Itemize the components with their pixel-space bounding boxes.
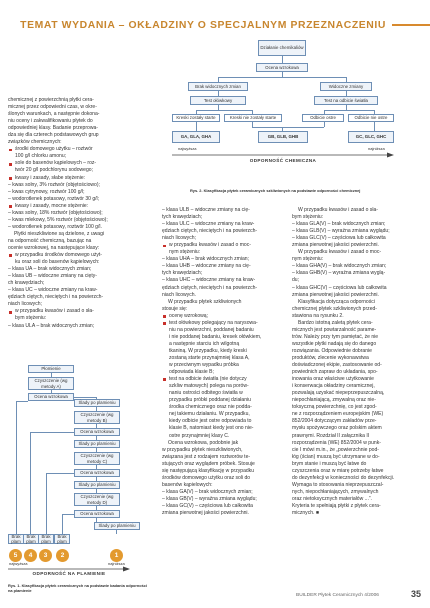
fig2-box-not-wiped: Kreski nie zostały starte <box>224 114 282 122</box>
text-line: w przypadku środków domowego użyt- <box>8 252 156 259</box>
fig2-box-top: Działanie chemikaliów <box>258 40 306 56</box>
text-line: stosuje się: <box>162 305 188 312</box>
text-line: – wodorotlenek potasowy, roztwór 100 g/l. <box>8 223 102 230</box>
text-line: doświadczonej ekipie, zastosowanie od- <box>292 362 382 369</box>
text-line: test ołówkowy polegający na narysowa- <box>162 320 282 327</box>
text-column-3 <box>292 207 418 517</box>
fig2-box-visual: Ocena wzrokowa <box>256 63 308 72</box>
text-line: – wodorotlenek potasowy, roztwór 30 g/l; <box>8 195 100 202</box>
fig2-axis-title: ODPORNOŚĆ CHEMICZNA <box>249 158 317 163</box>
text-line: do dezynfekcji w konieczności do dezynfekcji. <box>292 474 395 481</box>
fig2-box-reflect: Test na odbicie światła <box>314 96 378 105</box>
text-line: cie I mówi m.in., że „powierzchnie pod- <box>292 446 379 453</box>
text-line: inowania oraz właściwe użytkowanie <box>292 376 374 383</box>
text-line: – klasa UB – widoczne zmiany na cięty- <box>8 273 97 280</box>
text-line: – klasa ULB – widoczne zmiany na cię- <box>162 207 250 213</box>
text-line: Wymaga to stosowania nieprzepuszczal- <box>292 481 384 488</box>
fig1-no-stain-4: Brak plam <box>23 534 39 544</box>
text-line: micznych. ■ <box>292 510 319 517</box>
footer-journal: BUILDER Płytek Ceramicznych 4/2006 <box>296 593 379 598</box>
text-line: środka chemicznego oraz nie podda- <box>169 404 252 411</box>
fig1-axis-high: najniższa <box>108 561 125 566</box>
fig1-axis-title: ODPORNOŚĆ NA PLAMIENIE <box>32 571 106 576</box>
text-line: basenów kąpielowych: <box>162 481 213 488</box>
text-line: twór 20 g/l podchlorynu sodowego; <box>15 167 93 174</box>
text-line: ędziach ciętych, nieciętych i na powierzch- <box>8 294 104 301</box>
fig1-box-visual-2: Ocena wzrokowa <box>74 428 120 436</box>
text-line: – klasa GLA(V) – brak widocznych zmian; <box>292 221 386 228</box>
text-line: du; <box>292 277 300 284</box>
text-line: – klasa GHA(V) – brak widocznych zmian; <box>292 263 387 270</box>
text-line: czyszczenia oraz w miarę potrzeby łatwe <box>292 467 384 474</box>
text-line: kiedy odbicie jest ostre odpowiada to <box>169 418 252 425</box>
text-line: tych krawędziach; <box>162 214 203 221</box>
figure-stain-resistance <box>8 365 146 577</box>
text-line: micznych jest powtarzalność parame- <box>292 326 377 333</box>
text-line: nym stężeniu: <box>292 256 324 263</box>
text-line: – klasa ULC – widoczne zmiany na kraw- <box>162 221 255 228</box>
text-line: ocenie wzrokowej, na następujące klasy: <box>8 244 100 251</box>
text-line: ędziach ciętych, nieciętych i na powierzch- <box>162 228 258 235</box>
page-number: 35 <box>411 589 422 599</box>
text-line: zmiana pierwotnej jakości powierzchni. <box>292 242 379 249</box>
fig2-box-change: Widoczne zmiany <box>320 82 372 91</box>
text-line: – klasa GHC(V) – częściowa lub całkowita <box>292 284 387 291</box>
fig1-no-stain-5: Brak plam <box>8 534 24 544</box>
text-line: nym stężeniu: <box>169 249 201 256</box>
text-line: stujących oraz wyglądem próbek. Stosuje <box>162 460 255 467</box>
text-line: niu oceny i zakwalifikowaniu płytek do <box>8 118 93 125</box>
text-line: micznej przez odpowiedni czas, w okre- <box>8 104 97 111</box>
text-line: niach licowych; <box>162 235 196 242</box>
fig2-axis-low: najwyższa <box>178 146 197 151</box>
text-line: odpowiada klasie B; <box>169 369 214 376</box>
header-banner <box>0 13 430 37</box>
fig1-class-1: 1 <box>110 549 123 562</box>
text-line: ędziach ciętych, nieciętych i na powierzch- <box>162 284 258 291</box>
text-line: 100 g/l chlorku amonu; <box>15 153 67 160</box>
text-line: toksyczną powierzchnię, co jest zgod- <box>292 404 377 411</box>
text-line: się następującą klasyfikację w przypadku <box>162 467 255 474</box>
text-line: w przypadku kwasów i zasad o moc- <box>162 242 282 249</box>
text-line: łóg (ścian) muszą być utrzymane w do- <box>292 453 380 460</box>
fig1-box-stain-4: Ślady po plamieniu <box>94 522 140 530</box>
text-line: w przypadku płytek nieszkliwionych, <box>162 446 243 453</box>
text-line: – klasa GA(V) – brak widocznych zmian; <box>162 488 253 495</box>
fig1-box-visual-4: Ocena wzrokowa <box>74 510 120 518</box>
text-line: niepochłaniającą, zmywalną oraz nie- <box>292 397 376 404</box>
fig2-class-a: GA, GLA, GHA <box>172 131 220 143</box>
text-line: chemicznej z powierzchnią płytki cera- <box>8 97 94 103</box>
text-line: środki domowego użytku – roztwór <box>8 146 156 153</box>
fig1-class-3: 3 <box>39 549 52 562</box>
text-line: W przypadku płytek szkliwionych <box>168 298 242 305</box>
text-line: zmiana pierwotnej jakości powierzchni. <box>162 510 249 517</box>
fig2-box-refl-blur: Odbicie nie ostre <box>348 114 394 122</box>
text-line: trów. Należy przy tym pamiętać, że nie <box>292 333 379 340</box>
text-line: ocenę wzrokową; <box>162 313 282 320</box>
text-line: tkaniną. W przypadku, kiedy kreski <box>169 347 247 354</box>
text-line: – kwas cytrynowy, roztwór 100 g/l; <box>8 188 85 195</box>
fig2-box-no-change: Brak widocznych zmian <box>188 82 248 91</box>
text-line: ne z rozporządzeniem europejskim (WE) <box>292 411 384 418</box>
fig1-no-stain-3: Brak plam <box>38 534 54 544</box>
text-column-2 <box>162 207 282 517</box>
text-line: klasie B, natomiast kiedy jest ono nie- <box>169 425 254 432</box>
text-line: sole do basenów kąpielowych – roz- <box>8 160 156 167</box>
fig2-class-c: GC, GLC, GHC <box>348 131 394 143</box>
text-line: – klasa UC – widoczne zmiany na kraw- <box>8 287 98 294</box>
text-line: mysłu spożywczego oraz polskim aktem <box>292 425 382 432</box>
text-line: – klasa GC(V) – częściowa lub całkowita <box>162 502 253 509</box>
fig1-class-4: 4 <box>24 549 37 562</box>
text-line: kwasy i zasady, mocne stężenie: <box>8 203 156 210</box>
text-line: W przypadku kwasów i zasad o sła- <box>298 207 378 213</box>
text-line: – klasa UHC – widoczne zmiany na kraw- <box>162 277 256 284</box>
text-line: rozwiązania. Odpowiednie dobranie <box>292 347 372 354</box>
text-line: nej takiemu działaniu. W przypadku, <box>169 411 250 418</box>
fig1-box-clean-d: Czyszczenie (wg metody D) <box>74 493 120 506</box>
text-line: rozporządzenia (WE) 852/2004 w punk- <box>292 439 381 446</box>
text-line: stawiona na rysunku 2. <box>292 312 344 319</box>
fig1-box-clean-a: Czyszczenie (wg metody A) <box>28 377 74 390</box>
fig1-no-stain-2: Brak plam <box>54 534 70 544</box>
text-line: prawnymi. Rozdział II załącznika II <box>292 432 370 439</box>
text-line: na odporność chemiczną, bazując na <box>8 237 92 244</box>
text-line: – klasa ULA – brak widocznych zmian; <box>8 322 95 329</box>
text-line: 852/2004 dotyczącym zakładów prze- <box>292 418 377 425</box>
text-line: Klasyfikacja dotycząca odporności <box>298 298 375 305</box>
text-line: – klasa UA – brak widocznych zmian; <box>8 266 92 273</box>
text-line: ch krawędziach; <box>8 280 45 287</box>
fig2-box-wiped: Kreski zostały starte <box>172 114 220 122</box>
fig1-box-stain-3: Ślady po plamieniu <box>74 481 120 489</box>
text-line: – klasa GHB(V) – wyraźna zmiana wyglą- <box>292 270 386 277</box>
text-line: ślonych warunkach, a następnie dokona- <box>8 111 100 118</box>
text-line: w przypadku kwasów i zasad o sła- <box>8 308 156 315</box>
text-line: ku oraz soli do basenów kąpielowych: <box>15 259 100 266</box>
fig1-box-visual-3: Ocena wzrokowa <box>74 469 120 477</box>
text-line: i nie poddanej badaniu, kresek ołówkiem, <box>169 333 262 340</box>
text-line: tych krawędziach; <box>162 270 203 277</box>
text-line: i konserwacja okładziny ceramicznej, <box>292 383 375 390</box>
text-line: naniu ostrości odbitego światła w <box>169 390 243 397</box>
text-line: W przypadku kwasów i zasad o moc- <box>298 249 382 256</box>
text-line: ostre przynajmniej klasy C. <box>169 432 230 439</box>
text-line: niach licowych. <box>162 291 196 298</box>
text-line: wszystkie płytki nadają się do danego <box>292 340 377 347</box>
text-line: – klasa UHB – widoczne zmiany na cię- <box>162 263 251 270</box>
fig1-box-stain-2: Ślady po plamieniu <box>74 440 120 448</box>
text-line: pozwalają uzyskać niepeprzepuszczalną, <box>292 390 385 397</box>
text-line: – klasa GB(V) – wyraźna zmiana wyglądu; <box>162 495 257 502</box>
text-line: Kryteria te spełniają płytki z płytek cera- <box>292 502 381 509</box>
text-column-1 <box>8 97 156 330</box>
text-line: w przeciwnym wypadku próbka <box>169 362 239 369</box>
fig1-box-stain-1: Ślady po plamieniu <box>74 399 120 407</box>
text-line: kwasy i zasady, słabe stężenie: <box>8 175 156 182</box>
text-line: – kwas solny, 3% roztwór (objętościowo); <box>8 181 100 188</box>
fig1-box-top: Płomienie <box>28 365 74 373</box>
text-line: Bardzo istotną zaletą płytek cera- <box>298 319 373 326</box>
text-line: – klasa UHA – brak widocznych zmian; <box>162 256 249 263</box>
text-line: chemicznej płytek szkliwionych przed- <box>292 305 377 312</box>
text-line: związków chemicznych: <box>8 139 62 146</box>
text-line: szkliw matowych) polega na porów- <box>169 383 249 390</box>
fig1-box-clean-c: Czyszczenie (wg metody C) <box>74 452 120 465</box>
text-line: – klasa GLB(V) – wyraźna zmiana wyglądu; <box>292 228 390 235</box>
text-line: zmiana pierwotnej jakości powierzchni. <box>292 291 379 298</box>
fig1-box-visual-1: Ocena wzrokowa <box>28 393 74 401</box>
text-line: związana jest z rodzajem roztworów te- <box>162 453 251 460</box>
fig1-class-5: 5 <box>9 549 22 562</box>
text-line: Ocena wzrokowa, podobnie jak <box>168 439 239 446</box>
fig2-box-pencil: Test ołówkowy <box>190 96 246 105</box>
fig2-axis-high: najniższa <box>368 146 385 151</box>
fig1-class-2: 2 <box>56 549 69 562</box>
fig2-caption: Rys. 2. Klasyfikacja płytek ceramicznych szkliwionych na podstawie odporności chemicznej <box>190 188 361 193</box>
text-line: a następnie starciu ich wilgotną <box>169 340 240 347</box>
fig1-axis-low: najwyższa <box>9 561 28 566</box>
fig1-caption: Rys. 1. Klasyfikacja płytek ceramicznych na podstawie badania odporności na plamienie <box>8 583 148 593</box>
text-line: – kwas solny, 18% roztwór (objętościowo); <box>8 209 103 216</box>
text-line: – kwas mlekowy, 5% roztwór (objętościowo); <box>8 216 108 223</box>
text-line: bym stężeniu: <box>292 214 324 221</box>
text-line: test na odbicie światła (nie dotyczy <box>162 376 282 383</box>
text-line: bym stężeniu: <box>15 315 47 322</box>
text-line: odpowiedniej klasy. Badanie przeprowa- <box>8 125 98 132</box>
text-line: nych, niepochłaniających, zmywalnych <box>292 488 379 495</box>
text-line: przypadku próbki poddanej działaniu <box>169 397 251 404</box>
text-line: niach licowych; <box>8 301 42 308</box>
text-line: brym stanie i muszą być łatwe do <box>292 460 367 467</box>
text-line: dza się dla czterech podstawowych grup <box>8 132 99 139</box>
text-line: powiednich zapraw do układania, spo- <box>292 369 378 376</box>
figure-chemical-resistance <box>172 40 394 204</box>
text-line: – klasa GLC(V) – częściowa lub całkowita <box>292 235 386 242</box>
text-line: Płytki nieszkliwione są dzielone, z uwagi <box>14 230 105 237</box>
text-line: niu na powierzchni, poddanej badaniu <box>169 326 254 333</box>
fig2-class-b: GB, GLB, GHB <box>258 131 308 143</box>
fig1-box-clean-b: Czyszczenie (wg metody B) <box>74 411 120 424</box>
fig2-box-refl-sharp: Odbicie ostre <box>302 114 344 122</box>
text-line: oraz nietoksycznych materiałów ...”. <box>292 495 372 502</box>
text-line: produktów, zlecenie wykonawstwa <box>292 354 369 361</box>
text-line: środków domowego użytku oraz soli do <box>162 474 251 481</box>
page-title: TEMAT WYDANIA – OKŁADZINY O SPECJALNYM PRZEZNACZENIU <box>14 20 392 31</box>
text-line: zostaną starte przynajmniej klasa A, <box>169 354 250 361</box>
